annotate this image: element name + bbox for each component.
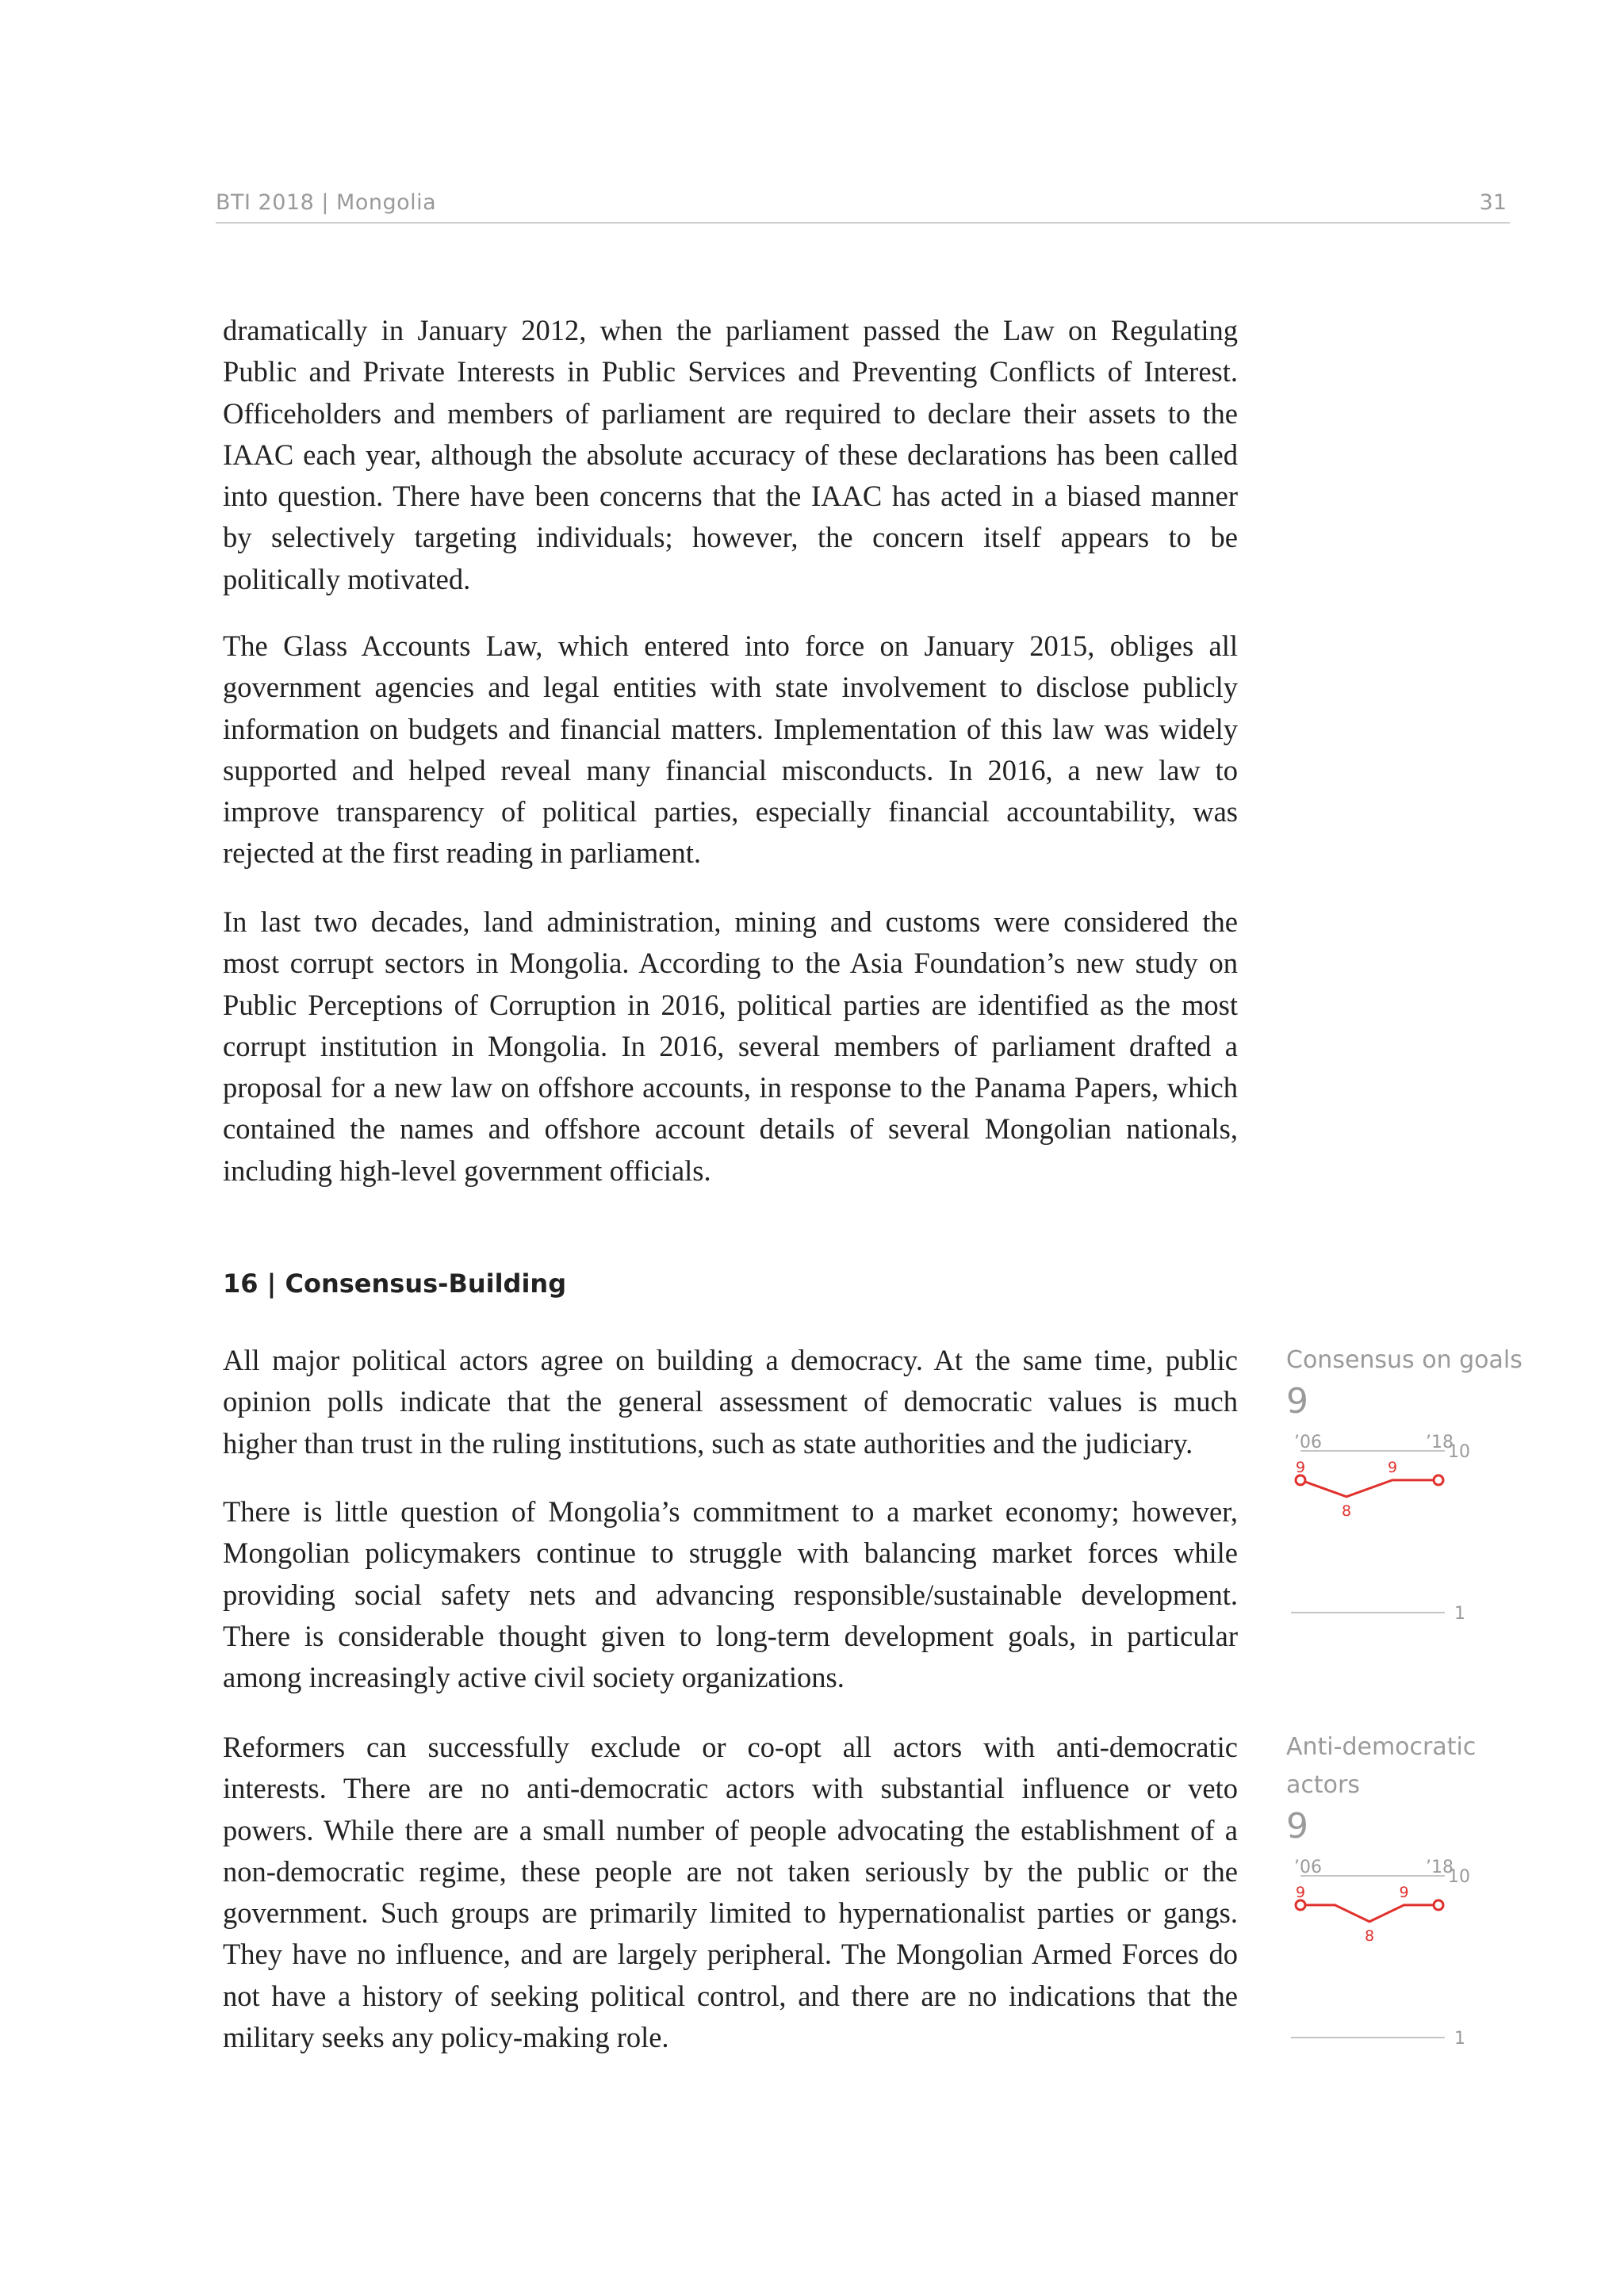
indicator-title-line: Anti-democratic xyxy=(1286,1733,1477,1761)
text-line: supported and helped reveal many financial misconducts. In 2016, a new law to xyxy=(223,753,1238,786)
indicator-consensus-on-goals xyxy=(1286,1341,1524,1630)
paragraph-anti-democratic-actors xyxy=(223,1727,1238,2058)
paragraph-anti-corruption-law xyxy=(223,310,1238,600)
paragraph-consensus-democracy xyxy=(223,1340,1238,1464)
text-line: There is little question of Mongolia’s commitment to a market economy; however, xyxy=(223,1495,1238,1528)
indicator-score: 9 xyxy=(1286,1381,1308,1422)
page-header xyxy=(216,187,1510,224)
text-line: The Glass Accounts Law, which entered into force on January 2015, obliges all xyxy=(223,629,1238,662)
trend-start-point xyxy=(1296,1475,1305,1485)
text-line: Officeholders and members of parliament are required to declare their assets to the xyxy=(223,396,1238,430)
page-number: 31 xyxy=(1479,190,1507,215)
indicator-title: Consensus on goals xyxy=(1286,1346,1522,1374)
trend-end-point xyxy=(1434,1900,1443,1910)
paragraph-glass-accounts-law xyxy=(223,626,1238,874)
text-line: including high-level government officials. xyxy=(223,1154,711,1187)
text-line: contained the names and offshore account details of several Mongolian nationals, xyxy=(223,1112,1238,1146)
text-line: All major political actors agree on building a democracy. At the same time, public xyxy=(223,1344,1238,1376)
text-line: politically motivated. xyxy=(223,562,471,595)
text-line: into question. There have been concerns that the IAAC has acted in a biased manner xyxy=(223,480,1238,513)
trend-chart-consensus xyxy=(1286,1424,1524,1630)
text-line: opinion polls indicate that the general assessment of democratic values is much xyxy=(223,1385,1238,1418)
point-value-label: 9 xyxy=(1296,1883,1306,1901)
scale-min-label: 1 xyxy=(1454,2029,1465,2049)
point-value-label: 8 xyxy=(1342,1502,1352,1520)
text-line: by selectively targeting individuals; however, the concern itself appears to be xyxy=(223,521,1238,554)
point-value-label: 9 xyxy=(1296,1458,1306,1476)
text-line: Public Perceptions of Corruption in 2016, political parties are identified as the most xyxy=(223,988,1238,1021)
text-line: dramatically in January 2012, when the parliament passed the Law on Regulating xyxy=(223,314,1238,346)
scale-max-label: 10 xyxy=(1448,1442,1470,1462)
text-line: improve transparency of political parties, especially financial accountability, was xyxy=(223,795,1238,828)
scale-max-label: 10 xyxy=(1448,1867,1470,1887)
trend-chart-anti-democratic xyxy=(1286,1849,1524,2055)
trend-line xyxy=(1300,1905,1438,1922)
trend-end-point xyxy=(1434,1475,1443,1485)
report-title: BTI 2018 | Mongolia xyxy=(216,190,437,215)
text-line: IAAC each year, although the absolute accuracy of these declarations has been called xyxy=(223,438,1238,471)
text-line: higher than trust in the ruling institutions, such as state authorities and the judiciary. xyxy=(223,1426,1193,1460)
point-value-label: 9 xyxy=(1399,1883,1409,1901)
point-value-label: 8 xyxy=(1365,1927,1375,1945)
indicator-anti-democratic-actors xyxy=(1286,1728,1524,2055)
text-line: proposal for a new law on offshore accounts, in response to the Panama Papers, which xyxy=(223,1071,1238,1104)
axis-start-label: ’06 xyxy=(1294,1858,1322,1877)
paragraph-market-economy xyxy=(223,1491,1238,1698)
text-line: interests. There are no anti-democratic actors with substantial influence or veto xyxy=(223,1772,1238,1805)
text-line: rejected at the first reading in parliament. xyxy=(223,836,701,870)
text-line: There is considerable thought given to long-term development goals, in particular xyxy=(223,1619,1238,1652)
text-line: In last two decades, land administration, mining and customs were considered the xyxy=(223,905,1238,938)
text-line: Reformers can successfully exclude or co-opt all actors with anti-democratic xyxy=(223,1731,1238,1763)
text-line: not have a history of seeking political control, and there are no indications that the xyxy=(223,1979,1238,2012)
axis-end-label: ’18 xyxy=(1426,1858,1454,1877)
point-value-label: 9 xyxy=(1388,1458,1398,1476)
text-line: among increasingly active civil society organizations. xyxy=(223,1661,845,1694)
text-line: government agencies and legal entities with state involvement to disclose publicly xyxy=(223,671,1238,704)
axis-end-label: ’18 xyxy=(1426,1433,1454,1452)
indicator-score: 9 xyxy=(1286,1806,1308,1846)
text-line: corrupt institution in Mongolia. In 2016, several members of parliament drafted a xyxy=(223,1029,1238,1062)
trend-start-point xyxy=(1296,1900,1305,1910)
text-line: Mongolian policymakers continue to struggle with balancing market forces while xyxy=(223,1536,1238,1570)
text-line: military seeks any policy-making role. xyxy=(223,2021,669,2054)
text-line: Public and Private Interests in Public Services and Preventing Conflicts of Interest. xyxy=(223,355,1238,388)
text-line: providing social safety nets and advancing responsible/sustainable development. xyxy=(223,1578,1238,1611)
text-line: non-democratic regime, these people are not taken seriously by the public or the xyxy=(223,1854,1238,1888)
scale-min-label: 1 xyxy=(1454,1604,1465,1624)
text-line: powers. While there are a small number of people advocating the establishment of a xyxy=(223,1813,1238,1846)
section-heading: 16 | Consensus-Building xyxy=(223,1269,567,1299)
axis-start-label: ’06 xyxy=(1294,1433,1322,1452)
indicator-title-line: actors xyxy=(1286,1771,1360,1799)
paragraph-corrupt-sectors xyxy=(223,901,1238,1192)
text-line: information on budgets and financial matters. Implementation of this law was widely xyxy=(223,712,1238,745)
text-line: They have no influence, and are largely peripheral. The Mongolian Armed Forces do xyxy=(223,1938,1238,1971)
text-line: most corrupt sectors in Mongolia. According to the Asia Foundation’s new study on xyxy=(223,947,1238,980)
text-line: government. Such groups are primarily limited to hypernationalist parties or gangs. xyxy=(223,1896,1238,1930)
trend-line xyxy=(1300,1480,1438,1497)
